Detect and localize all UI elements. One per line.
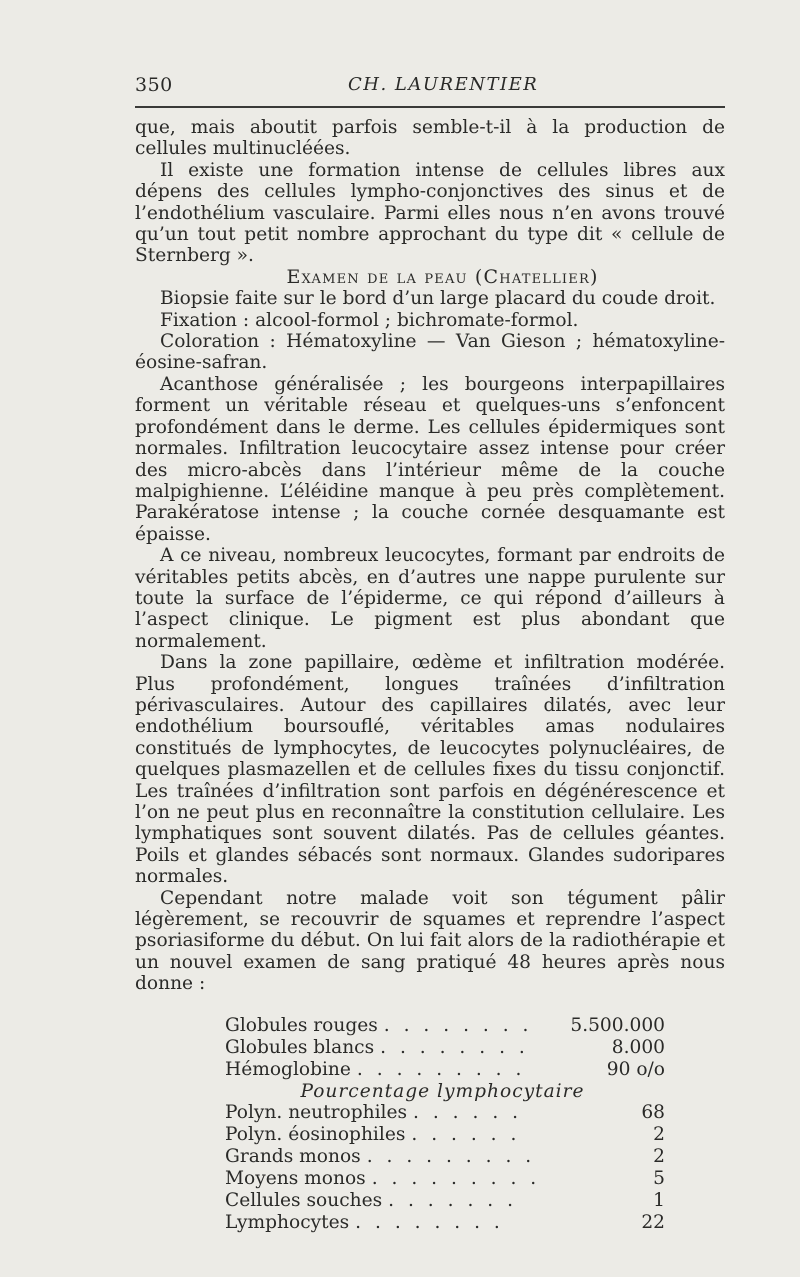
row-value: 8.000 bbox=[611, 1036, 665, 1058]
row-label: Hémoglobine bbox=[225, 1058, 351, 1080]
leader-dots: . . . . . . . . . bbox=[371, 1168, 541, 1190]
header-rule bbox=[135, 106, 725, 108]
leader-dots: . . . . . . bbox=[411, 1124, 521, 1146]
row-label: Cellules souches bbox=[225, 1190, 383, 1212]
table-row bbox=[225, 1059, 665, 1081]
leader-dots: . . . . . . . . bbox=[380, 1036, 529, 1058]
row-value: 22 bbox=[641, 1212, 665, 1234]
paragraph: Il existe une formation intense de cellules libres aux dépens des cellules lympho-conjonctives des sinus et de l’endothélium vasculaire. Parmi elles nous n’en avons trouvé qu’un tout petit nombre approchant du type dit « cellule de Sternberg ». bbox=[135, 159, 725, 267]
row-label: Globules rouges bbox=[225, 1014, 378, 1036]
table-row bbox=[225, 1015, 665, 1037]
section-title: Examen de la peau (Chatellier) bbox=[286, 265, 599, 288]
row-label: Moyens monos bbox=[225, 1168, 366, 1190]
running-head: CH. LAURENTIER bbox=[348, 74, 539, 95]
table-row bbox=[225, 1168, 665, 1190]
leader-dots: . . . . . . . . . bbox=[356, 1058, 526, 1080]
row-value: 2 bbox=[653, 1124, 665, 1146]
row-label: Lymphocytes bbox=[225, 1212, 350, 1234]
table-row bbox=[225, 1190, 665, 1212]
table-row bbox=[225, 1212, 665, 1234]
leader-dots: . . . . . . . bbox=[388, 1190, 517, 1212]
paragraph: Fixation : alcool-formol ; bichromate-formol. bbox=[160, 309, 579, 331]
row-label: Polyn. neutrophiles bbox=[225, 1102, 408, 1124]
row-label: Globules blancs bbox=[225, 1036, 375, 1058]
paragraph: Acanthose généralisée ; les bourgeons interpapillaires forment un véritable réseau et quelques-uns s’enfoncent profondément dans le derme. Les cellules épidermiques sont normales. Infiltration leucocytaire assez intense pour créer des micro-abcès dans l’intérieur même de la couche malpighienne. L’éléidine manque à peu près complètement. Parakératose intense ; la couche cornée desquamante est épaisse. bbox=[135, 373, 725, 545]
row-value: 5.500.000 bbox=[570, 1014, 665, 1036]
leader-dots: . . . . . . bbox=[413, 1102, 523, 1124]
leader-dots: . . . . . . . . . bbox=[366, 1146, 536, 1168]
paragraph: A ce niveau, nombreux leucocytes, formant par endroits de véritables petits abcès, en d’autres une nappe purulente sur toute la surface de l’épiderme, ce qui répond d’ailleurs à l’aspect clinique. Le pigment est plus abondant que normalement. bbox=[135, 545, 725, 652]
leader-dots: . . . . . . . . bbox=[355, 1212, 504, 1234]
row-value: 90 o/o bbox=[606, 1058, 665, 1080]
table-row bbox=[225, 1124, 665, 1146]
paragraph: Biopsie faite sur le bord d’un large placard du coude droit. bbox=[160, 288, 716, 310]
formula-title: Pourcentage lymphocytaire bbox=[300, 1080, 585, 1102]
row-value: 2 bbox=[653, 1146, 665, 1168]
row-label: Polyn. éosinophiles bbox=[225, 1124, 406, 1146]
row-label: Grands monos bbox=[225, 1146, 361, 1168]
paragraph: Dans la zone papillaire, œdème et infiltration modérée. Plus profondément, longues traînées d’infiltration périvasculaires. Autour des capillaires dilatés, avec leur endothélium boursouflé, véritables amas nodulaires constitués de lymphocytes, de leucocytes polynucléaires, de quelques plasmazellen et de cellules fixes du tissu conjonctif. Les traînées d’infiltration sont parfois en dégénérescence et l’on ne peut plus en reconnaître la constitution cellulaire. Les lymphatiques sont souvent dilatés. Pas de cellules géantes. Poils et glandes sébacés sont normaux. Glandes sudoripares normales. bbox=[135, 652, 725, 888]
blood-count-table bbox=[225, 1015, 665, 1081]
row-value: 1 bbox=[653, 1190, 665, 1212]
leukocyte-formula-table bbox=[225, 1102, 665, 1234]
table-row bbox=[225, 1146, 665, 1168]
leader-dots: . . . . . . . . bbox=[383, 1014, 533, 1036]
table-row bbox=[225, 1037, 665, 1059]
paragraph: Cependant notre malade voit son tégument pâlir légèrement, se recouvrir de squames et reprendre l’aspect psoriasiforme du début. On lui fait alors de la radiothérapie et un nouvel examen de sang pratiqué 48 heures après nous donne : bbox=[135, 887, 725, 995]
page-header bbox=[135, 74, 725, 98]
paragraph: Coloration : Hématoxyline — Van Gieson ; hématoxyline-éosine-safran. bbox=[135, 331, 725, 374]
paragraph: que, mais aboutit parfois semble-t-il à la production de cellules multinucléées. bbox=[135, 117, 725, 160]
row-value: 5 bbox=[653, 1168, 665, 1190]
row-value: 68 bbox=[641, 1102, 665, 1124]
table-row bbox=[225, 1102, 665, 1124]
body-text bbox=[135, 117, 725, 1234]
page-number: 350 bbox=[135, 74, 173, 96]
